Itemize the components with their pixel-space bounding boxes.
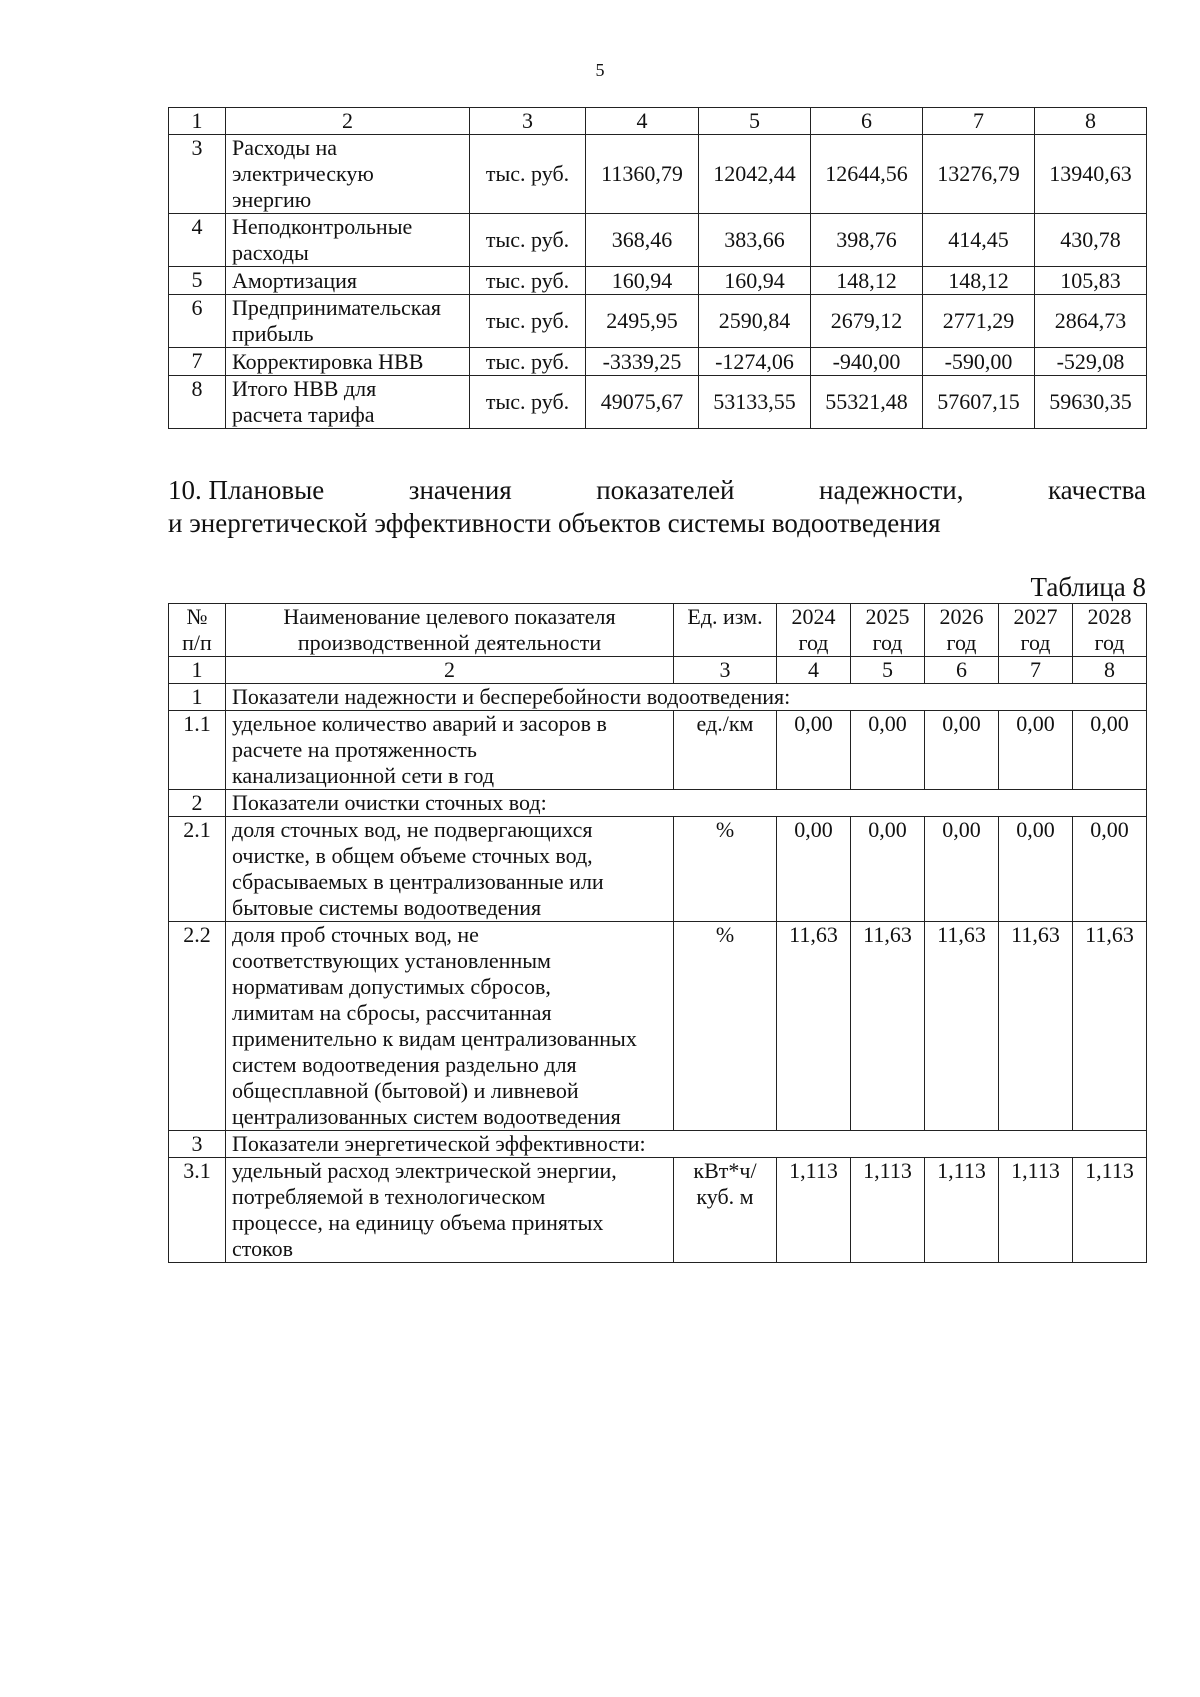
row-name: Амортизация [226,267,470,295]
indicator-value: 0,00 [777,817,851,922]
indicator-value: 0,00 [851,817,925,922]
row-unit: тыс. руб. [470,267,586,295]
row-number: 3.1 [169,1158,226,1263]
row-unit: тыс. руб. [470,135,586,214]
header-cell: 7 [923,108,1035,135]
indicator-unit: % [674,922,777,1131]
row-value: 2590,84 [699,295,811,348]
row-value: 160,94 [586,267,699,295]
indicator-value: 0,00 [777,711,851,790]
index-cell: 7 [999,657,1073,684]
index-cell: 4 [777,657,851,684]
row-value: 148,12 [923,267,1035,295]
indicator-name: доля сточных вод, не подвергающихся очистке, в общем объеме сточных вод, сбрасываемых в централизованные или бытовые системы водоотведения [226,817,674,922]
indicator-value: 0,00 [1073,711,1147,790]
row-value: 414,45 [923,214,1035,267]
section-heading [168,474,1146,540]
row-value: 383,66 [699,214,811,267]
header-year: 2026 год [925,604,999,657]
table-row [169,295,1147,348]
row-name: Расходы на электрическую энергию [226,135,470,214]
indicator-value: 11,63 [1073,922,1147,1131]
index-row [169,657,1147,684]
table-row [169,267,1147,295]
heading-word: 10. Плановые [168,475,325,505]
header-cell: 5 [699,108,811,135]
indicator-row [169,711,1147,790]
header-name: Наименование целевого показателя производственной деятельности [226,604,674,657]
index-cell: 1 [169,657,226,684]
indicator-row [169,817,1147,922]
row-value: 12644,56 [811,135,923,214]
row-unit: тыс. руб. [470,376,586,429]
indicator-value: 1,113 [1073,1158,1147,1263]
row-value: 368,46 [586,214,699,267]
header-unit: Ед. изм. [674,604,777,657]
indicator-value: 1,113 [999,1158,1073,1263]
indicator-value: 1,113 [925,1158,999,1263]
indicators-table [168,603,1147,1263]
row-number: 3 [169,135,226,214]
heading-word: качества [1047,475,1146,505]
indicator-value: 0,00 [925,817,999,922]
row-number: 5 [169,267,226,295]
indicator-value: 0,00 [1073,817,1147,922]
header-cell: 2 [226,108,470,135]
index-cell: 3 [674,657,777,684]
index-cell: 6 [925,657,999,684]
heading-line-1 [168,474,1146,507]
header-cell: 4 [586,108,699,135]
row-value: 105,83 [1035,267,1147,295]
indicator-value: 0,00 [999,711,1073,790]
indicator-name: удельное количество аварий и засоров в расчете на протяженность канализационной сети в год [226,711,674,790]
row-value: -590,00 [923,348,1035,376]
row-value: 55321,48 [811,376,923,429]
row-value: 13940,63 [1035,135,1147,214]
row-value: 148,12 [811,267,923,295]
row-value: 57607,15 [923,376,1035,429]
row-number: 2.1 [169,817,226,922]
section-row [169,1131,1147,1158]
row-number: 3 [169,1131,226,1158]
row-value: 430,78 [1035,214,1147,267]
indicator-value: 11,63 [851,922,925,1131]
indicator-value: 0,00 [925,711,999,790]
heading-line-2: и энергетической эффективности объектов системы водоотведения [168,508,941,538]
row-value: 13276,79 [923,135,1035,214]
heading-word: надежности, [819,475,964,505]
row-number: 4 [169,214,226,267]
indicator-unit: кВт*ч/ куб. м [674,1158,777,1263]
header-year: 2028 год [1073,604,1147,657]
row-value: 2495,95 [586,295,699,348]
row-value: 59630,35 [1035,376,1147,429]
indicator-value: 0,00 [999,817,1073,922]
row-value: 2771,29 [923,295,1035,348]
section-title: Показатели очистки сточных вод: [226,790,1147,817]
row-number: 2 [169,790,226,817]
row-number: 1 [169,684,226,711]
header-cell: 6 [811,108,923,135]
row-name: Неподконтрольные расходы [226,214,470,267]
financial-table [168,107,1147,429]
row-value: -940,00 [811,348,923,376]
indicator-value: 0,00 [851,711,925,790]
row-number: 2.2 [169,922,226,1131]
table-row [169,214,1147,267]
row-number: 8 [169,376,226,429]
row-value: 160,94 [699,267,811,295]
row-number: 1.1 [169,711,226,790]
header-year: 2027 год [999,604,1073,657]
heading-word: значения [408,475,512,505]
table-row [169,348,1147,376]
index-cell: 8 [1073,657,1147,684]
row-unit: тыс. руб. [470,295,586,348]
page-number: 5 [595,60,605,80]
header-year: 2025 год [851,604,925,657]
indicator-unit: % [674,817,777,922]
row-value: 2864,73 [1035,295,1147,348]
index-cell: 2 [226,657,674,684]
row-value: 53133,55 [699,376,811,429]
row-value: -3339,25 [586,348,699,376]
header-year: 2024 год [777,604,851,657]
table-header-row [169,108,1147,135]
section-row [169,684,1147,711]
row-unit: тыс. руб. [470,348,586,376]
section-title: Показатели энергетической эффективности: [226,1131,1147,1158]
row-value: 49075,67 [586,376,699,429]
table-header-row [169,604,1147,657]
header-cell: 3 [470,108,586,135]
section-row [169,790,1147,817]
row-value: 11360,79 [586,135,699,214]
indicator-row [169,1158,1147,1263]
indicator-name: удельный расход электрической энергии, потребляемой в технологическом процессе, на единицу объема принятых стоков [226,1158,674,1263]
table-row [169,376,1147,429]
row-value: 2679,12 [811,295,923,348]
row-unit: тыс. руб. [470,214,586,267]
header-cell: 1 [169,108,226,135]
section-title: Показатели надежности и бесперебойности водоотведения: [226,684,1147,711]
row-number: 7 [169,348,226,376]
table-caption: Таблица 8 [1030,572,1146,602]
indicator-value: 1,113 [851,1158,925,1263]
indicator-value: 11,63 [999,922,1073,1131]
index-cell: 5 [851,657,925,684]
row-name: Предпринимательская прибыль [226,295,470,348]
indicator-row [169,922,1147,1131]
row-name: Итого НВВ для расчета тарифа [226,376,470,429]
heading-word: показателей [596,475,735,505]
row-value: -529,08 [1035,348,1147,376]
row-name: Корректировка НВВ [226,348,470,376]
indicator-value: 11,63 [925,922,999,1131]
indicator-name: доля проб сточных вод, не соответствующих установленным нормативам допустимых сбросов, лимитам на сбросы, рассчитанная применительно к видам централизованных систем водоотведения раздельно для общесплавной (бытовой) и ливневой централизованных систем водоотведения [226,922,674,1131]
table-row [169,135,1147,214]
row-value: 398,76 [811,214,923,267]
header-number: № п/п [169,604,226,657]
indicator-value: 11,63 [777,922,851,1131]
header-cell: 8 [1035,108,1147,135]
row-value: -1274,06 [699,348,811,376]
row-number: 6 [169,295,226,348]
indicator-unit: ед./км [674,711,777,790]
row-value: 12042,44 [699,135,811,214]
indicator-value: 1,113 [777,1158,851,1263]
